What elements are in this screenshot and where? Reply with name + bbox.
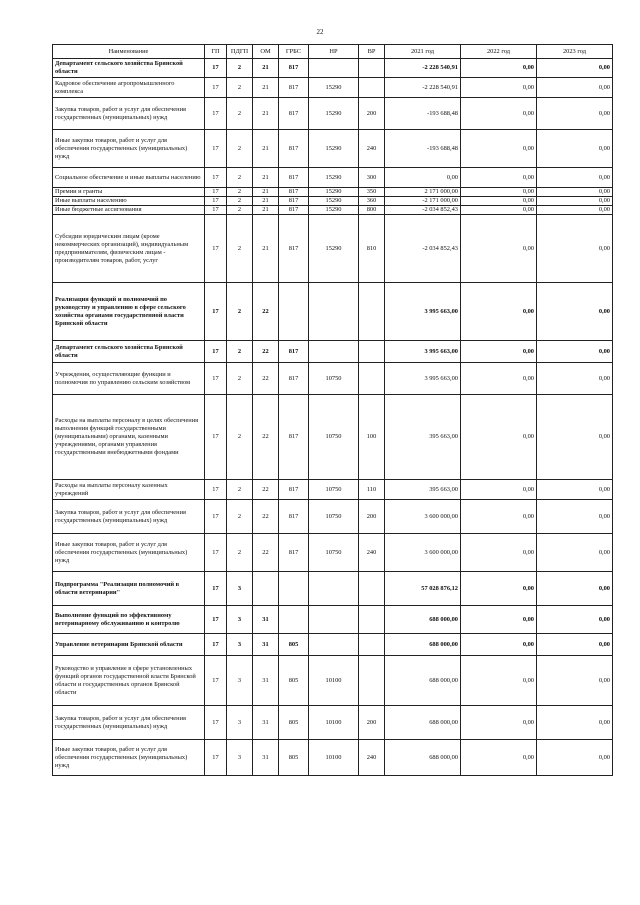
table-row bbox=[53, 206, 613, 215]
cell-om: 22 bbox=[253, 500, 279, 534]
table-row bbox=[53, 572, 613, 606]
cell-2022: 0,00 bbox=[461, 168, 537, 188]
cell-om: 31 bbox=[253, 706, 279, 740]
cell-nr: 10750 bbox=[309, 363, 359, 395]
cell-2021: -2 034 852,43 bbox=[385, 215, 461, 283]
cell-2023: 0,00 bbox=[537, 706, 613, 740]
cell-grbs bbox=[279, 606, 309, 634]
table-header-row bbox=[53, 45, 613, 59]
cell-vr bbox=[359, 341, 385, 363]
cell-gp: 17 bbox=[205, 188, 227, 197]
cell-2023: 0,00 bbox=[537, 572, 613, 606]
page-number: 22 bbox=[316, 28, 324, 36]
cell-2022: 0,00 bbox=[461, 98, 537, 130]
cell-om: 21 bbox=[253, 215, 279, 283]
cell-2022: 0,00 bbox=[461, 341, 537, 363]
cell-vr: 240 bbox=[359, 534, 385, 572]
cell-2021: -193 688,48 bbox=[385, 130, 461, 168]
cell-2021: 3 600 000,00 bbox=[385, 534, 461, 572]
cell-gp: 17 bbox=[205, 341, 227, 363]
cell-vr: 200 bbox=[359, 98, 385, 130]
cell-2023: 0,00 bbox=[537, 78, 613, 98]
cell-vr: 240 bbox=[359, 130, 385, 168]
cell-vr bbox=[359, 78, 385, 98]
cell-2021: 395 663,00 bbox=[385, 480, 461, 500]
cell-name: Выполнение функций по эффективному ветеринарному обслуживанию и контролю bbox=[53, 606, 205, 634]
table-row bbox=[53, 197, 613, 206]
cell-grbs bbox=[279, 572, 309, 606]
cell-pdgp: 2 bbox=[227, 130, 253, 168]
cell-vr: 360 bbox=[359, 197, 385, 206]
table-row bbox=[53, 706, 613, 740]
cell-2022: 0,00 bbox=[461, 480, 537, 500]
cell-name: Закупка товаров, работ и услуг для обеспечения государственных (муниципальных) нужд bbox=[53, 500, 205, 534]
cell-pdgp: 2 bbox=[227, 197, 253, 206]
cell-2022: 0,00 bbox=[461, 78, 537, 98]
cell-nr: 15290 bbox=[309, 188, 359, 197]
cell-pdgp: 3 bbox=[227, 656, 253, 706]
cell-2022: 0,00 bbox=[461, 740, 537, 776]
cell-om: 22 bbox=[253, 395, 279, 480]
cell-om: 22 bbox=[253, 341, 279, 363]
table-row bbox=[53, 534, 613, 572]
cell-2021: -2 228 540,91 bbox=[385, 78, 461, 98]
table-row bbox=[53, 168, 613, 188]
cell-pdgp: 2 bbox=[227, 98, 253, 130]
cell-vr bbox=[359, 363, 385, 395]
cell-pdgp: 2 bbox=[227, 283, 253, 341]
cell-nr: 10100 bbox=[309, 740, 359, 776]
cell-gp: 17 bbox=[205, 500, 227, 534]
cell-2021: 3 995 663,00 bbox=[385, 341, 461, 363]
table-row bbox=[53, 740, 613, 776]
cell-name: Учреждения, осуществляющие функции и полномочия по управлению сельским хозяйством bbox=[53, 363, 205, 395]
cell-grbs bbox=[279, 283, 309, 341]
cell-2023: 0,00 bbox=[537, 206, 613, 215]
cell-2021: -2 034 852,43 bbox=[385, 206, 461, 215]
cell-vr: 200 bbox=[359, 706, 385, 740]
cell-grbs: 817 bbox=[279, 395, 309, 480]
cell-vr: 200 bbox=[359, 500, 385, 534]
cell-2023: 0,00 bbox=[537, 634, 613, 656]
cell-nr: 15290 bbox=[309, 197, 359, 206]
cell-2022: 0,00 bbox=[461, 188, 537, 197]
cell-nr bbox=[309, 283, 359, 341]
table-row bbox=[53, 656, 613, 706]
cell-nr: 10750 bbox=[309, 500, 359, 534]
cell-2023: 0,00 bbox=[537, 606, 613, 634]
cell-vr bbox=[359, 572, 385, 606]
cell-vr: 350 bbox=[359, 188, 385, 197]
header-name: Наименование bbox=[53, 45, 205, 59]
cell-grbs: 817 bbox=[279, 534, 309, 572]
cell-name: Руководство и управление в сфере установленных функций органов государственной власти Брянской области и государственных органов Брянской области bbox=[53, 656, 205, 706]
cell-2021: 3 995 663,00 bbox=[385, 363, 461, 395]
cell-grbs: 817 bbox=[279, 98, 309, 130]
cell-pdgp: 2 bbox=[227, 59, 253, 78]
cell-grbs: 805 bbox=[279, 706, 309, 740]
cell-nr bbox=[309, 59, 359, 78]
cell-gp: 17 bbox=[205, 98, 227, 130]
cell-om: 31 bbox=[253, 740, 279, 776]
cell-2023: 0,00 bbox=[537, 534, 613, 572]
cell-gp: 17 bbox=[205, 130, 227, 168]
header-nr: НР bbox=[309, 45, 359, 59]
cell-pdgp: 2 bbox=[227, 363, 253, 395]
cell-2022: 0,00 bbox=[461, 606, 537, 634]
cell-om: 21 bbox=[253, 59, 279, 78]
cell-om: 21 bbox=[253, 188, 279, 197]
cell-name: Иные закупки товаров, работ и услуг для обеспечения государственных (муниципальных) нужд bbox=[53, 534, 205, 572]
cell-om: 22 bbox=[253, 480, 279, 500]
cell-2022: 0,00 bbox=[461, 130, 537, 168]
cell-nr bbox=[309, 606, 359, 634]
cell-2021: 395 663,00 bbox=[385, 395, 461, 480]
cell-grbs: 817 bbox=[279, 59, 309, 78]
cell-2022: 0,00 bbox=[461, 283, 537, 341]
cell-pdgp: 3 bbox=[227, 606, 253, 634]
table-row bbox=[53, 500, 613, 534]
header-vr: ВР bbox=[359, 45, 385, 59]
cell-name: Закупка товаров, работ и услуг для обеспечения государственных (муниципальных) нужд bbox=[53, 98, 205, 130]
header-grbs: ГРБС bbox=[279, 45, 309, 59]
cell-name: Расходы на выплаты персоналу казенных учреждений bbox=[53, 480, 205, 500]
table-row bbox=[53, 363, 613, 395]
cell-2022: 0,00 bbox=[461, 215, 537, 283]
cell-name: Реализация функций и полномочий по руководству и управлению в сфере сельского хозяйства органами государственной власти Брянской области bbox=[53, 283, 205, 341]
table-row bbox=[53, 341, 613, 363]
cell-name: Закупка товаров, работ и услуг для обеспечения государственных (муниципальных) нужд bbox=[53, 706, 205, 740]
cell-gp: 17 bbox=[205, 206, 227, 215]
cell-2021: -193 688,48 bbox=[385, 98, 461, 130]
cell-vr: 110 bbox=[359, 480, 385, 500]
cell-grbs: 805 bbox=[279, 656, 309, 706]
table-row bbox=[53, 59, 613, 78]
table-row bbox=[53, 606, 613, 634]
cell-grbs: 817 bbox=[279, 78, 309, 98]
cell-gp: 17 bbox=[205, 656, 227, 706]
cell-pdgp: 3 bbox=[227, 572, 253, 606]
cell-2023: 0,00 bbox=[537, 740, 613, 776]
cell-name: Социальное обеспечение и иные выплаты населению bbox=[53, 168, 205, 188]
cell-pdgp: 2 bbox=[227, 78, 253, 98]
cell-grbs: 817 bbox=[279, 363, 309, 395]
cell-2023: 0,00 bbox=[537, 197, 613, 206]
cell-gp: 17 bbox=[205, 197, 227, 206]
cell-nr: 15290 bbox=[309, 98, 359, 130]
cell-nr: 15290 bbox=[309, 215, 359, 283]
cell-gp: 17 bbox=[205, 78, 227, 98]
cell-pdgp: 2 bbox=[227, 188, 253, 197]
cell-vr bbox=[359, 59, 385, 78]
cell-grbs: 817 bbox=[279, 480, 309, 500]
cell-nr: 10100 bbox=[309, 656, 359, 706]
cell-om: 22 bbox=[253, 363, 279, 395]
table-row bbox=[53, 634, 613, 656]
cell-gp: 17 bbox=[205, 215, 227, 283]
cell-om: 21 bbox=[253, 206, 279, 215]
cell-name: Департамент сельского хозяйства Брянской области bbox=[53, 341, 205, 363]
cell-nr: 10750 bbox=[309, 395, 359, 480]
cell-2022: 0,00 bbox=[461, 706, 537, 740]
header-gp: ГП bbox=[205, 45, 227, 59]
cell-2023: 0,00 bbox=[537, 168, 613, 188]
cell-2022: 0,00 bbox=[461, 656, 537, 706]
cell-2023: 0,00 bbox=[537, 500, 613, 534]
header-2022: 2022 год bbox=[461, 45, 537, 59]
cell-2021: 688 000,00 bbox=[385, 706, 461, 740]
cell-2021: 2 171 000,00 bbox=[385, 188, 461, 197]
cell-gp: 17 bbox=[205, 534, 227, 572]
cell-grbs: 817 bbox=[279, 500, 309, 534]
cell-om: 21 bbox=[253, 197, 279, 206]
cell-vr: 100 bbox=[359, 395, 385, 480]
cell-vr: 810 bbox=[359, 215, 385, 283]
cell-2022: 0,00 bbox=[461, 363, 537, 395]
cell-gp: 17 bbox=[205, 168, 227, 188]
cell-pdgp: 2 bbox=[227, 534, 253, 572]
cell-nr: 10750 bbox=[309, 480, 359, 500]
cell-2022: 0,00 bbox=[461, 197, 537, 206]
table-body bbox=[53, 59, 613, 776]
cell-grbs: 817 bbox=[279, 197, 309, 206]
cell-pdgp: 3 bbox=[227, 740, 253, 776]
cell-grbs: 817 bbox=[279, 206, 309, 215]
cell-2023: 0,00 bbox=[537, 363, 613, 395]
cell-gp: 17 bbox=[205, 634, 227, 656]
header-om: ОМ bbox=[253, 45, 279, 59]
cell-2021: 57 028 876,12 bbox=[385, 572, 461, 606]
cell-pdgp: 3 bbox=[227, 634, 253, 656]
cell-gp: 17 bbox=[205, 395, 227, 480]
cell-om: 31 bbox=[253, 634, 279, 656]
cell-nr: 15290 bbox=[309, 206, 359, 215]
cell-name: Субсидии юридическим лицам (кроме некоммерческих организаций), индивидуальным предпринимателям, физическим лицам - производителям товаров, работ, услуг bbox=[53, 215, 205, 283]
cell-om: 21 bbox=[253, 130, 279, 168]
cell-nr: 10100 bbox=[309, 706, 359, 740]
cell-name: Иные выплаты населению bbox=[53, 197, 205, 206]
header-2021: 2021 год bbox=[385, 45, 461, 59]
table-row bbox=[53, 480, 613, 500]
cell-name: Иные закупки товаров, работ и услуг для обеспечения государственных (муниципальных) нужд bbox=[53, 130, 205, 168]
cell-nr: 15290 bbox=[309, 130, 359, 168]
cell-name: Департамент сельского хозяйства Брянской области bbox=[53, 59, 205, 78]
cell-pdgp: 2 bbox=[227, 215, 253, 283]
cell-nr: 15290 bbox=[309, 168, 359, 188]
cell-2023: 0,00 bbox=[537, 480, 613, 500]
cell-vr bbox=[359, 634, 385, 656]
cell-pdgp: 2 bbox=[227, 341, 253, 363]
cell-vr bbox=[359, 656, 385, 706]
cell-vr bbox=[359, 283, 385, 341]
table-row bbox=[53, 130, 613, 168]
cell-name: Иные бюджетные ассигнования bbox=[53, 206, 205, 215]
cell-gp: 17 bbox=[205, 706, 227, 740]
cell-2021: 3 600 000,00 bbox=[385, 500, 461, 534]
cell-2022: 0,00 bbox=[461, 572, 537, 606]
table-row bbox=[53, 215, 613, 283]
cell-nr bbox=[309, 634, 359, 656]
cell-pdgp: 2 bbox=[227, 168, 253, 188]
header-pdgp: ПДГП bbox=[227, 45, 253, 59]
cell-gp: 17 bbox=[205, 480, 227, 500]
cell-om: 21 bbox=[253, 78, 279, 98]
cell-2023: 0,00 bbox=[537, 341, 613, 363]
cell-2021: -2 228 540,91 bbox=[385, 59, 461, 78]
table-row bbox=[53, 283, 613, 341]
cell-2023: 0,00 bbox=[537, 59, 613, 78]
cell-nr bbox=[309, 341, 359, 363]
table-row bbox=[53, 78, 613, 98]
cell-vr: 800 bbox=[359, 206, 385, 215]
cell-name: Премии и гранты bbox=[53, 188, 205, 197]
cell-2023: 0,00 bbox=[537, 188, 613, 197]
cell-pdgp: 2 bbox=[227, 206, 253, 215]
cell-gp: 17 bbox=[205, 740, 227, 776]
cell-2023: 0,00 bbox=[537, 656, 613, 706]
cell-name: Кадровое обеспечение агропромышленного комплекса bbox=[53, 78, 205, 98]
cell-grbs: 817 bbox=[279, 188, 309, 197]
cell-name: Управление ветеринарии Брянской области bbox=[53, 634, 205, 656]
cell-name: Расходы на выплаты персоналу в целях обеспечения выполнения функций государственными (муниципальными) органами, казенными учреждениями, органами управления государственными внебюджетными фондами bbox=[53, 395, 205, 480]
cell-pdgp: 2 bbox=[227, 395, 253, 480]
cell-2023: 0,00 bbox=[537, 130, 613, 168]
cell-grbs: 817 bbox=[279, 215, 309, 283]
table-row bbox=[53, 188, 613, 197]
cell-vr: 240 bbox=[359, 740, 385, 776]
cell-2023: 0,00 bbox=[537, 98, 613, 130]
cell-gp: 17 bbox=[205, 572, 227, 606]
cell-grbs: 817 bbox=[279, 130, 309, 168]
cell-2022: 0,00 bbox=[461, 206, 537, 215]
cell-om: 31 bbox=[253, 656, 279, 706]
cell-vr bbox=[359, 606, 385, 634]
cell-om: 21 bbox=[253, 168, 279, 188]
cell-name: Иные закупки товаров, работ и услуг для обеспечения государственных (муниципальных) нужд bbox=[53, 740, 205, 776]
cell-2022: 0,00 bbox=[461, 500, 537, 534]
cell-grbs: 817 bbox=[279, 341, 309, 363]
cell-name: Подпрограмма "Реализация полномочий в области ветеринарии" bbox=[53, 572, 205, 606]
cell-om bbox=[253, 572, 279, 606]
cell-2021: 688 000,00 bbox=[385, 606, 461, 634]
cell-2021: 688 000,00 bbox=[385, 634, 461, 656]
cell-om: 21 bbox=[253, 98, 279, 130]
cell-gp: 17 bbox=[205, 283, 227, 341]
cell-om: 31 bbox=[253, 606, 279, 634]
cell-pdgp: 2 bbox=[227, 480, 253, 500]
header-2023: 2023 год bbox=[537, 45, 613, 59]
cell-2021: 688 000,00 bbox=[385, 740, 461, 776]
cell-grbs: 805 bbox=[279, 740, 309, 776]
cell-2023: 0,00 bbox=[537, 215, 613, 283]
cell-gp: 17 bbox=[205, 59, 227, 78]
cell-gp: 17 bbox=[205, 606, 227, 634]
cell-2021: 3 995 663,00 bbox=[385, 283, 461, 341]
cell-2021: 0,00 bbox=[385, 168, 461, 188]
cell-2021: -2 171 000,00 bbox=[385, 197, 461, 206]
cell-2023: 0,00 bbox=[537, 395, 613, 480]
cell-pdgp: 2 bbox=[227, 500, 253, 534]
budget-table bbox=[52, 44, 613, 776]
cell-2022: 0,00 bbox=[461, 395, 537, 480]
table-row bbox=[53, 98, 613, 130]
cell-nr: 10750 bbox=[309, 534, 359, 572]
table-row bbox=[53, 395, 613, 480]
cell-om: 22 bbox=[253, 283, 279, 341]
cell-gp: 17 bbox=[205, 363, 227, 395]
cell-2022: 0,00 bbox=[461, 59, 537, 78]
cell-2023: 0,00 bbox=[537, 283, 613, 341]
cell-nr bbox=[309, 572, 359, 606]
cell-om: 22 bbox=[253, 534, 279, 572]
cell-pdgp: 3 bbox=[227, 706, 253, 740]
cell-grbs: 805 bbox=[279, 634, 309, 656]
cell-grbs: 817 bbox=[279, 168, 309, 188]
cell-2022: 0,00 bbox=[461, 634, 537, 656]
cell-2022: 0,00 bbox=[461, 534, 537, 572]
cell-vr: 300 bbox=[359, 168, 385, 188]
cell-nr: 15290 bbox=[309, 78, 359, 98]
cell-2021: 688 000,00 bbox=[385, 656, 461, 706]
